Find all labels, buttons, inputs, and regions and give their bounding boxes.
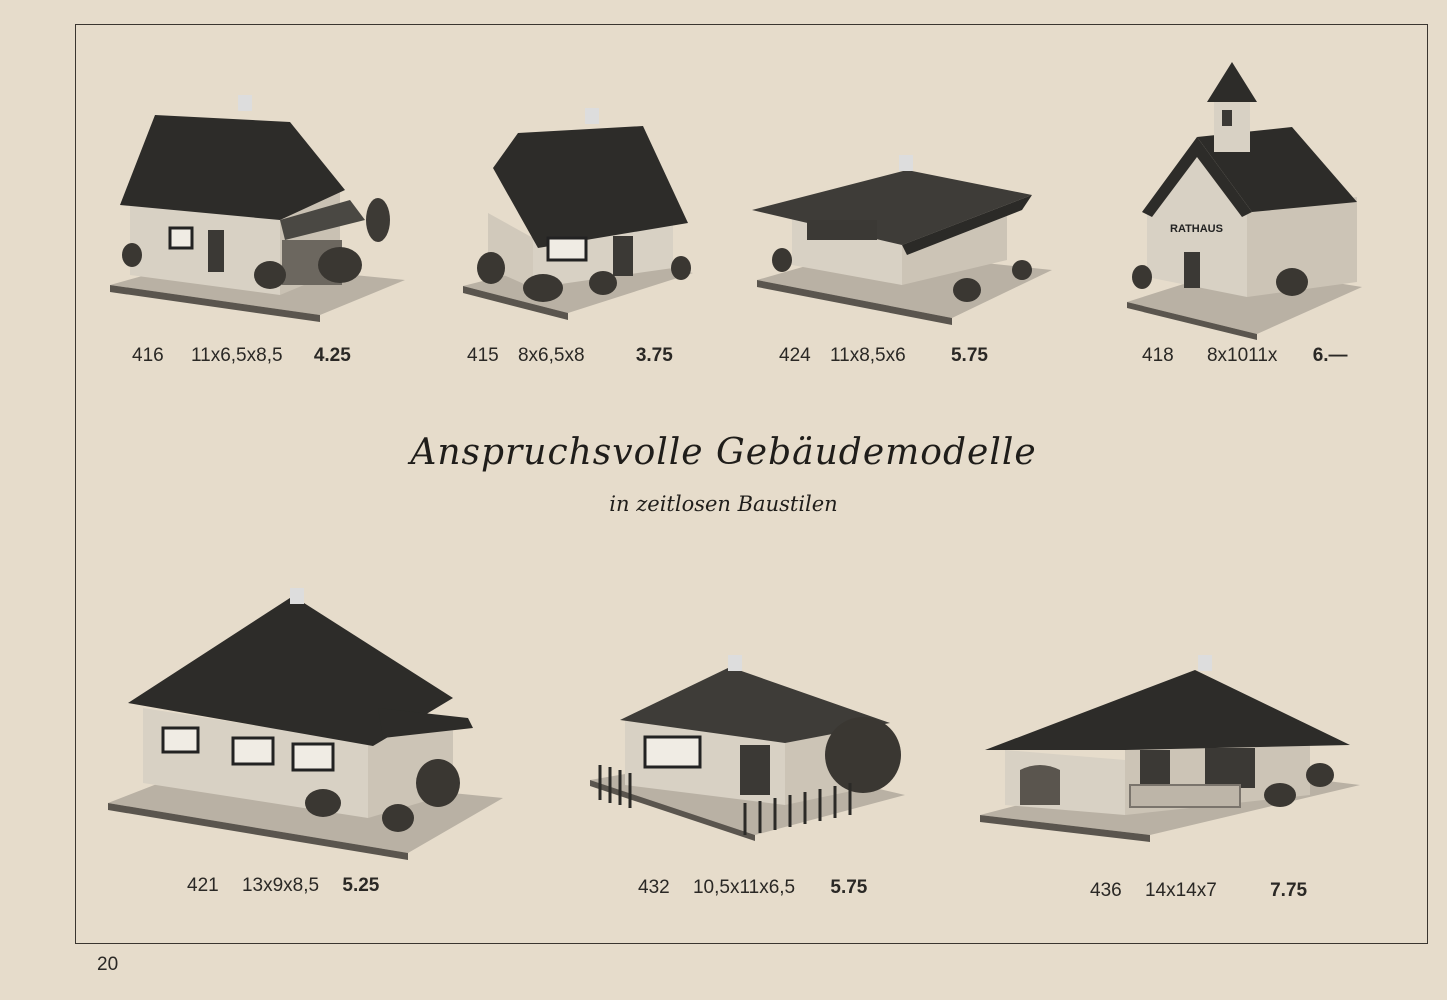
- model-dimensions: 11x6,5x8,5: [190, 345, 283, 366]
- rathaus-sign: RATHAUS: [1170, 223, 1223, 235]
- model-dimensions: 14x14x7: [1144, 880, 1217, 901]
- caption-418: [1142, 345, 1348, 367]
- caption-432: [638, 877, 867, 899]
- caption-424: [779, 345, 988, 367]
- model-dimensions: 8x1011x: [1206, 345, 1278, 366]
- model-price: 7.75: [1270, 880, 1308, 901]
- model-dimensions: 10,5x11x6,5: [692, 877, 796, 898]
- model-dimensions: 8x6,5x8: [517, 345, 585, 366]
- model-price: 5.25: [342, 875, 380, 896]
- model-number: 432: [638, 877, 670, 898]
- model-price: 6.—: [1312, 345, 1348, 366]
- page-number: 20: [97, 954, 119, 975]
- model-number: 424: [779, 345, 811, 366]
- page-headline: Anspruchsvolle Gebäudemodelle: [410, 432, 1037, 473]
- model-dimensions: 11x8,5x6: [829, 345, 906, 366]
- page-subline: in zeitlosen Baustilen: [609, 492, 838, 516]
- model-dimensions: 13x9x8,5: [241, 875, 320, 896]
- model-price: 5.75: [830, 877, 868, 898]
- model-number: 415: [467, 345, 499, 366]
- caption-416: [132, 345, 351, 367]
- model-price: 5.75: [950, 345, 988, 366]
- model-number: 436: [1090, 880, 1122, 901]
- caption-421: [187, 875, 379, 897]
- caption-415: [467, 345, 673, 367]
- model-number: 421: [187, 875, 219, 896]
- model-price: 4.25: [313, 345, 351, 366]
- model-price: 3.75: [635, 345, 673, 366]
- model-number: 416: [132, 345, 164, 366]
- caption-436: [1090, 880, 1307, 902]
- model-number: 418: [1142, 345, 1174, 366]
